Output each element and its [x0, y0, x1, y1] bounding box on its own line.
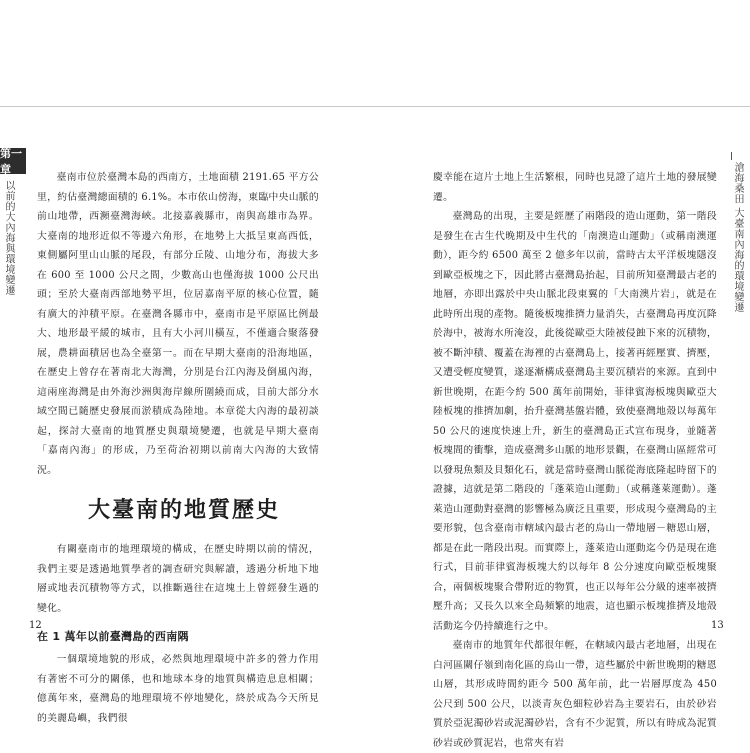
- left-page: [37, 168, 319, 728]
- paragraph: 臺南市的地質年代都很年輕，在轄域內最古老地層，出現在白河區關仔嶺到南化區的烏山一帶，這些屬於中新世晚期的糖恩山層，其形成時間約距今 500 萬年前，此一岩層厚度為 450 公尺到 500 公尺，以淡青灰色細粒砂岩為主要岩石，由於砂岩質於亞泥濁砂岩或泥濁砂岩，含有不少泥質，所以有時成為泥質砂岩或砂質泥岩，也常夾有岩: [433, 640, 717, 749]
- right-page: [433, 168, 717, 753]
- running-head-right: 滄海桑田 大臺南內海的環境變遷: [732, 162, 743, 313]
- chapter-side-label: 以前的大內海與環境變遷: [3, 180, 14, 296]
- running-head-rule: [731, 152, 732, 160]
- top-divider: [0, 106, 750, 107]
- continued-paragraph: 慶幸能在這片土地上生活繁根，同時也見證了這片土地的發展變遷。: [433, 172, 717, 203]
- subheading: 在 1 萬年以前臺灣島的西南隅: [37, 630, 189, 643]
- page-number-right: 13: [711, 620, 724, 631]
- page-number-left: 12: [29, 620, 42, 631]
- sub-paragraph: 一個環境地貌的形成，必然與地理環境中許多的營力作用有著密不可分的關係，也和地球本身的地質與構造息息相關；億萬年來，臺灣島的地理環境不停地變化，終於成為今天所見的美麗島嶼，我們很: [37, 654, 319, 724]
- chapter-tab: 第一章: [0, 148, 26, 174]
- paragraph: 臺灣島的出現，主要是經歷了兩階段的造山運動，第一階段是發生在古生代晚期及中生代的「南澳造山運動」（或稱南澳運動），距今約 6500 萬至 2 億多年以前，當時古太平洋板塊隱沒到歐亞板塊之下，因此將古臺灣島抬起，目前所知臺灣最古老的地層，亦即出露於中央山脈北段東翼的「大南澳片岩」，就是在此時所出現的產物。隨後板塊推擠力量消失，古臺灣島再度沉降於海中，被海水所淹沒，此後從歐亞大陸被侵蝕下來的沉積物，被不斷沖積、覆蓋在海裡的古臺灣島上，接著再經壓實、擠壓，又遭受輕度變質，遂逐漸構成臺灣島主要沉積岩的來源。直到中新世晚期，在距今約 500 萬年前開始，菲律賓海板塊與歐亞大陸板塊的推擠加劇，抬升臺灣基盤岩體，致使臺灣地殼以每萬年 50 公尺的速度快速上升，新生的臺灣島正式宣布現身，並隨著板塊間的衝擊，造成臺灣多山脈的地形景觀，在臺灣山區經常可以發現魚類及貝類化石，就是當時臺灣山脈從海底隆起時留下的證據，這就是第二階段的「蓬萊造山運動」（或稱蓬萊運動）。蓬萊造山運動對臺灣的影響極為廣泛且重要，形成現今臺灣島的主要形貌，包含臺南市轄域內最古老的烏山一帶地層－糖恩山層，都是在此一階段出現。而實際上，蓬萊造山運動迄今仍是現在進行式，目前菲律賓海板塊大約以每年 8 公分速度向歐亞板塊聚合，兩個板塊聚合帶附近的物質，也正以每年公分級的速率被擠壓升高；又長久以來全島頻繁的地震，這也顯示板塊推擠及地殼活動迄今仍持續進行之中。: [433, 211, 717, 632]
- section-paragraph: 有關臺南市的地理環境的構成，在歷史時期以前的情況，我們主要是透過地質學者的調查研究與解讀，透過分析地下地層或地表沉積物等方式，以推斷過往在這塊土上曾經發生過的變化。: [37, 544, 319, 614]
- intro-paragraph: 臺南市位於臺灣本島的西南方，土地面積 2191.65 平方公里，約佔臺灣總面積的 6.1%。本市依山傍海，東臨中央山脈的前山地帶，西瀕臺灣海峽。北接嘉義縣市，南與高雄市為界。大臺南的地形近似不等邊六角形，在地勢上大抵呈東高西低，東側屬阿里山山脈的尾段，有部分丘陵、山地分布，海拔大多在 600 至 1000 公尺之間，少數高山也僅海拔 1000 公尺出頭；至於大臺南西部地勢平坦，位居嘉南平原的核心位置，隨有廣大的沖積平原。在臺灣各縣市中，臺南市是平原區比例最大、地形最平緩的城市，且有大小河川橫亙，不僅適合聚落發展，農耕面積居也為全臺第一。而在早期大臺南的沿海地區，在歷史上曾存在著南北大海灣，分別是台江內海及倒風內海，這兩座海灣是由外海沙洲與海岸線所圍繞而成，目前大部分水域空間已隨歷史發展而淤積成為陸地。本章從大內海的最初談起，探討大臺南的地質歷史與環境變遷，也就是早期大臺南「嘉南內海」的形成，乃至荷治初期以前南大內海的大致情況。: [37, 172, 319, 476]
- section-title: 大臺南的地質歷史: [88, 497, 281, 523]
